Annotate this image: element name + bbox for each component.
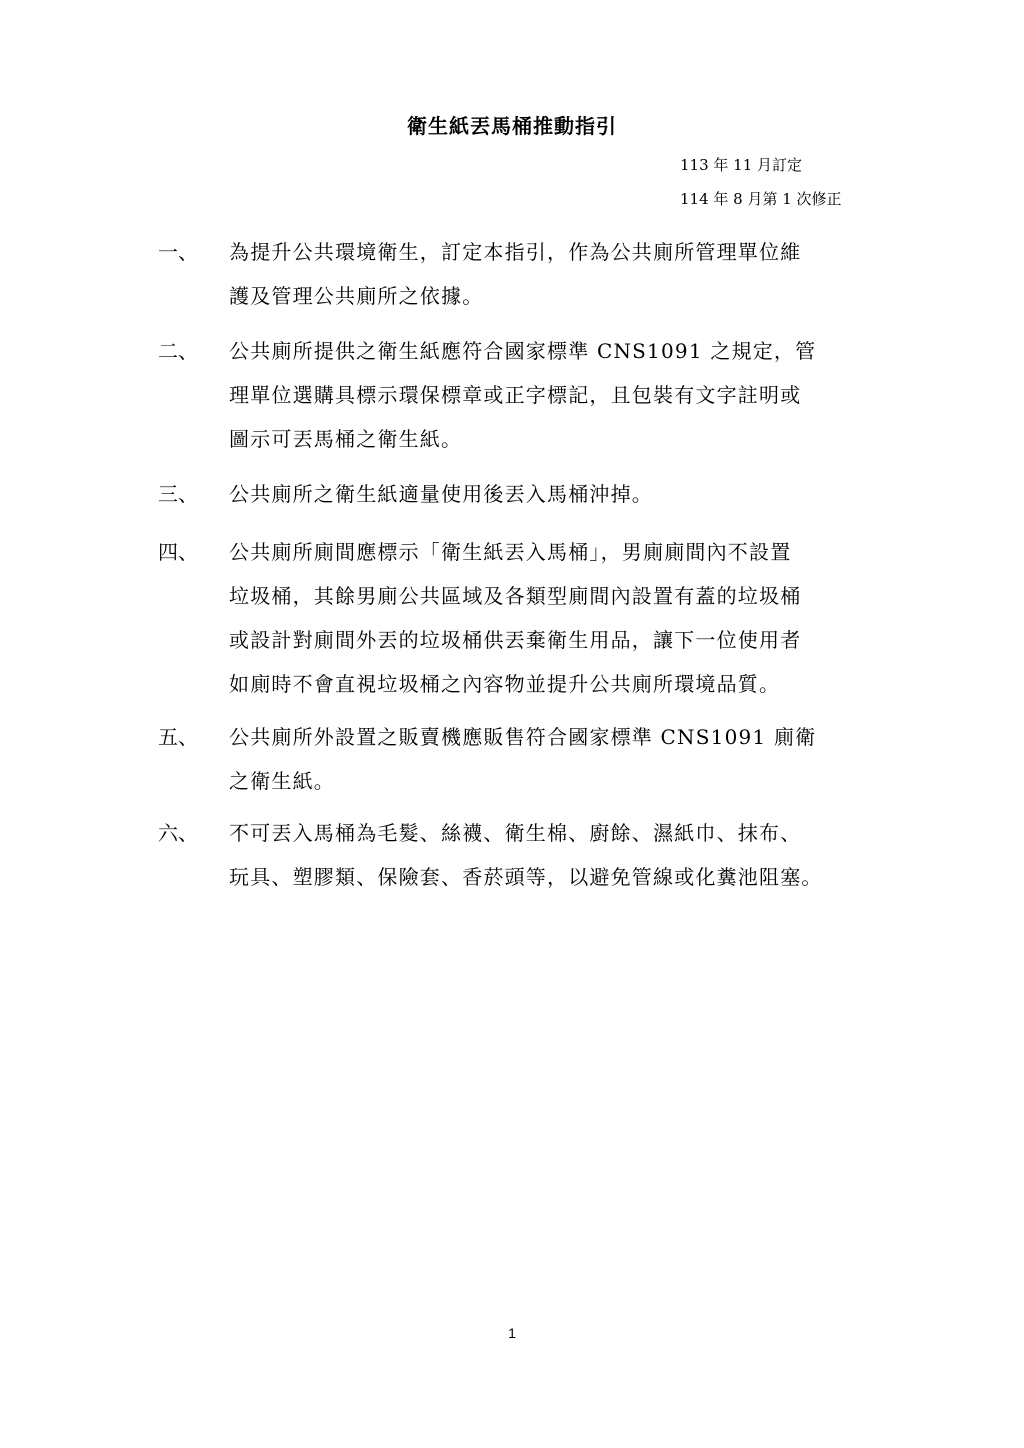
article-number: 二、 (158, 339, 198, 363)
page-number: 1 (508, 1325, 516, 1341)
article-text: 公共廁所提供之衛生紙應符合國家標準 CNS1091 之規定，管 理單位選購具標示環保標章或正字標記，且包裝有文字註明或 圖示可丟馬桶之衛生紙。 (229, 339, 817, 451)
article-number: 六、 (158, 821, 198, 845)
article-text: 公共廁所之衛生紙適量使用後丟入馬桶沖掉。 (229, 482, 653, 506)
enactment-date: 113 年 11 月訂定 (680, 156, 803, 174)
article-text: 公共廁所外設置之販賣機應販售符合國家標準 CNS1091 廁衛 之衛生紙。 (229, 725, 817, 793)
article-number: 五、 (158, 725, 198, 749)
article-text: 不可丟入馬桶為毛髮、絲襪、衛生棉、廚餘、濕紙巾、抹布、 玩具、塑膠類、保險套、香菸頭等，以避免管線或化糞池阻塞。 (229, 821, 823, 889)
article-text: 公共廁所廁間應標示「衛生紙丟入馬桶」，男廁廁間內不設置 垃圾桶，其餘男廁公共區域及各類型廁間內設置有蓋的垃圾桶 或設計對廁間外丟的垃圾桶供丟棄衛生用品，讓下一位使用者 如廁時不會直視垃圾桶之內容物並提升公共廁所環境品質。 (229, 540, 802, 696)
article-number: 一、 (158, 240, 198, 264)
article-text: 為提升公共環境衛生，訂定本指引，作為公共廁所管理單位維 護及管理公共廁所之依據。 (229, 240, 802, 308)
article-number: 三、 (158, 482, 198, 506)
document-title: 衛生紙丟馬桶推動指引 (407, 114, 617, 138)
article-number: 四、 (158, 540, 198, 564)
amendment-date: 114 年 8 月第 1 次修正 (680, 190, 842, 208)
